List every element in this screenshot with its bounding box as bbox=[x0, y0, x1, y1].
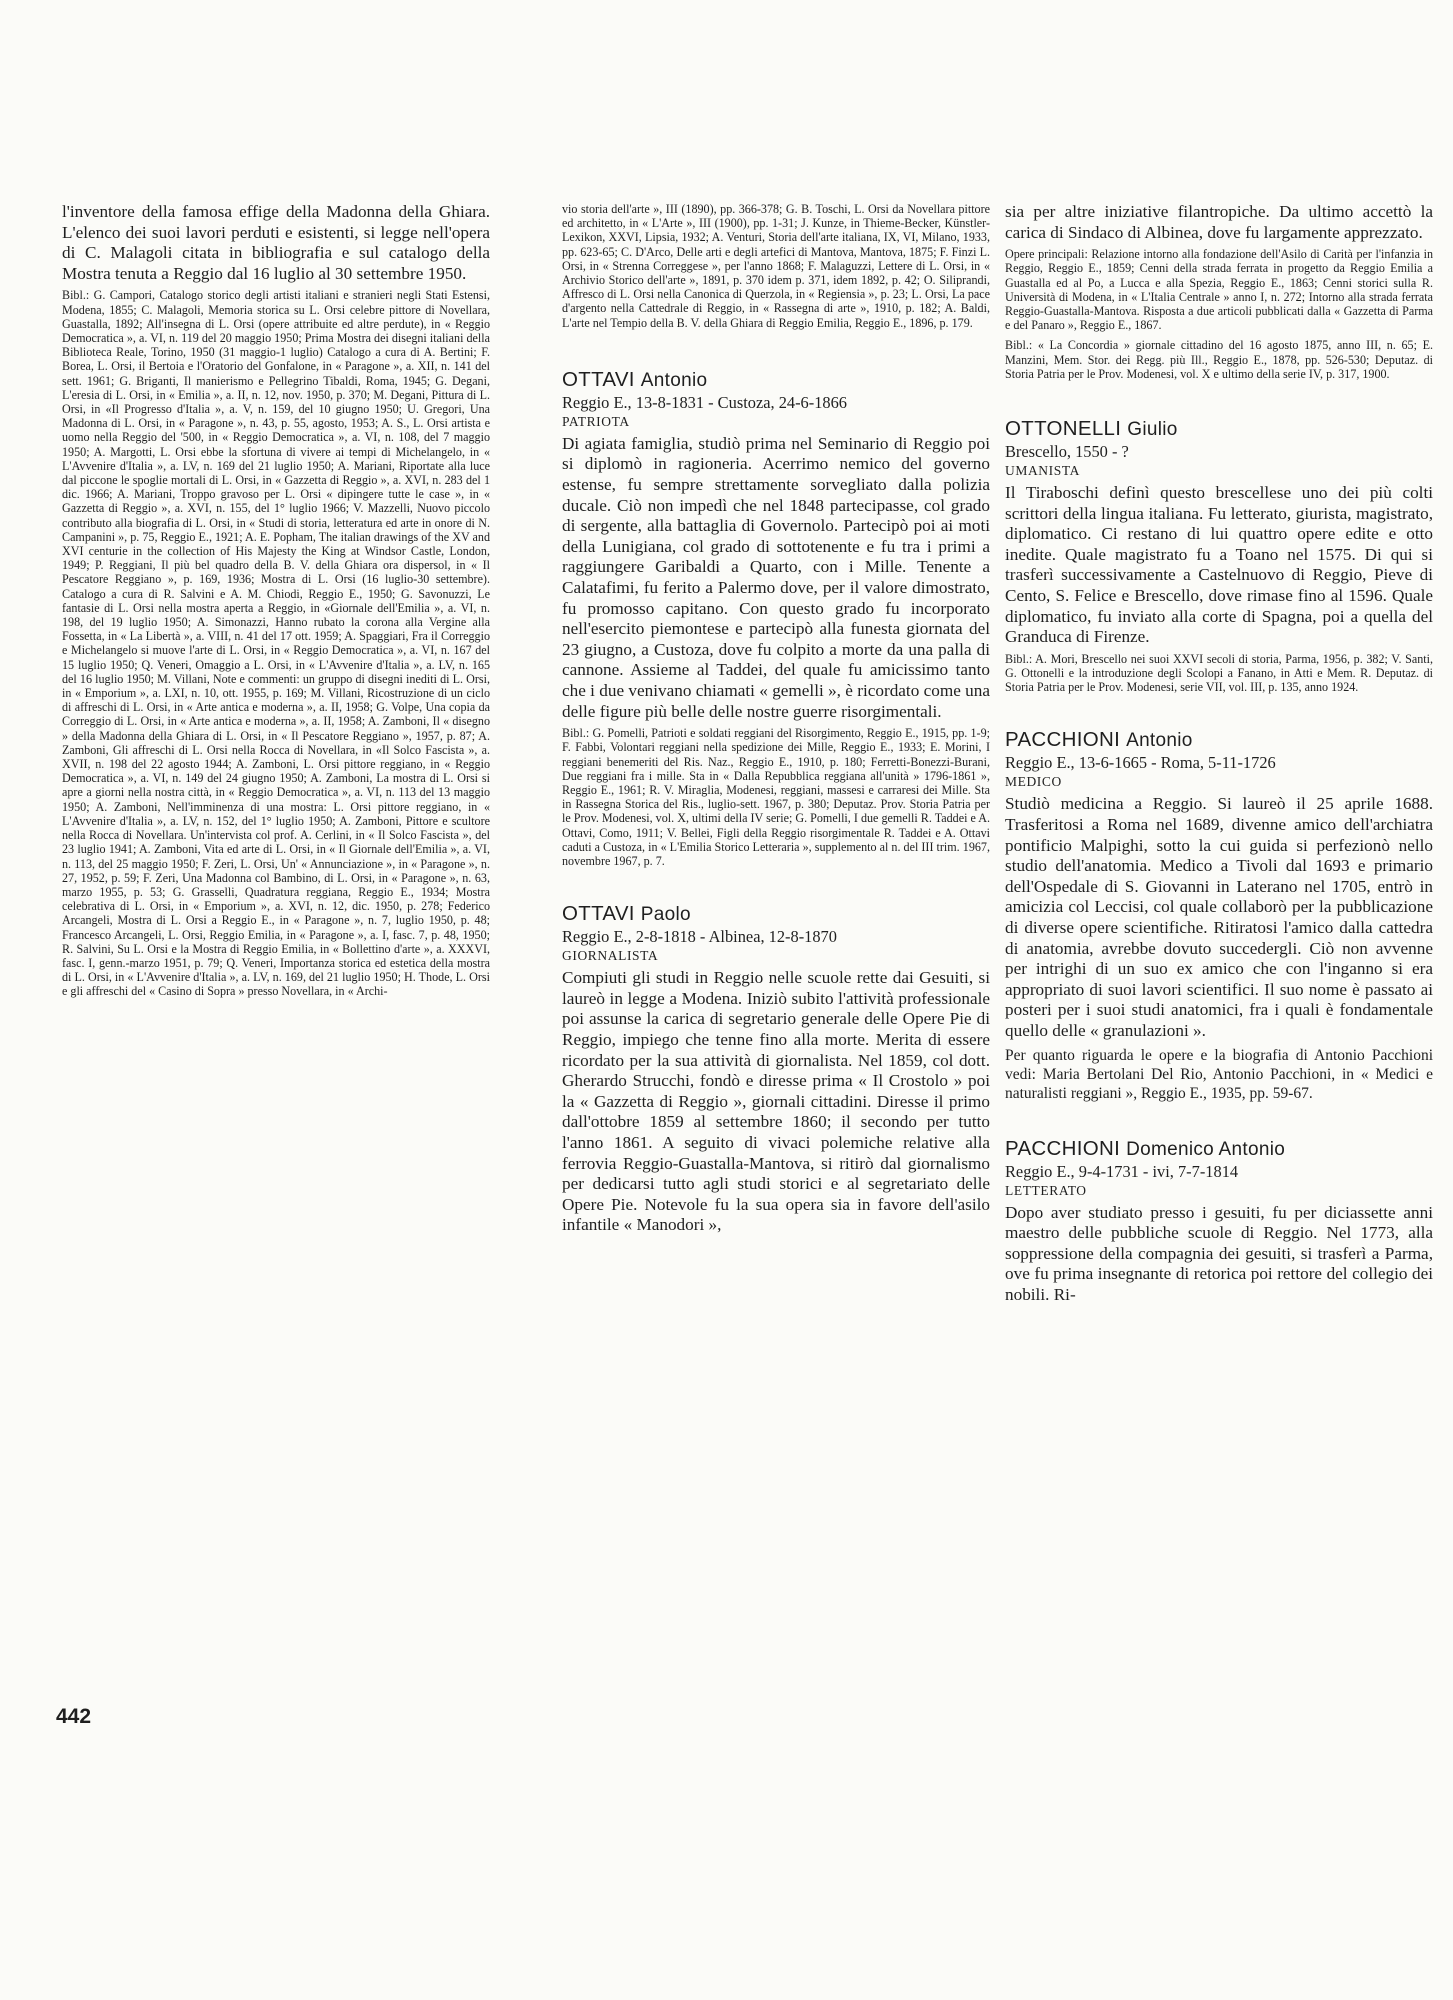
entry-role: MEDICO bbox=[1005, 774, 1062, 790]
column-1 bbox=[62, 202, 490, 1005]
entry-ottonelli-giulio bbox=[1005, 417, 1433, 694]
entry-given-name: Antonio bbox=[640, 369, 708, 391]
entry-surname: OTTAVI bbox=[562, 367, 635, 391]
entry-role: GIORNALISTA bbox=[562, 948, 659, 964]
entry-dates: Brescello, 1550 - ? bbox=[1005, 442, 1129, 462]
entry-dates: Reggio E., 9-4-1731 - ivi, 7-7-1814 bbox=[1005, 1161, 1239, 1181]
entry-dates: Reggio E., 13-6-1665 - Roma, 5-11-1726 bbox=[1005, 753, 1276, 773]
entry-ottavi-paolo bbox=[562, 902, 990, 1236]
entry-surname: PACCHIONI bbox=[1005, 1136, 1121, 1160]
ottavi-paolo-continuation: sia per altre iniziative filantropiche. Da ultimo accettò la carica di Sindaco di Albinea, dove fu largamente apprezzato. bbox=[1005, 202, 1433, 242]
entry-surname: OTTONELLI bbox=[1005, 417, 1122, 441]
entry-text: Compiuti gli studi in Reggio nelle scuole rette dai Gesuiti, si laureò in legge a Modena. Iniziò subito l'attività professionale poi assunse la carica di segretario generale delle Opere Pie di Reggio, impiego che tenne fino alla morte. Merita di essere ricordato per la sua attività di giornalista. Nel 1859, col dott. Gherardo Strucchi, fondò e diresse prima « Il Crostolo » poi la « Gazzetta di Reggio », giornali cittadini. Diresse il primo dall'ottobre 1859 al settembre 1860; il secondo per tutto l'anno 1861. A seguito di vivaci polemiche relative alla ferrovia Reggio-Guastalla-Mantova, si ritirò dal giornalismo per dedicarsi tutto agli studi storici e al segretariato delle Opere Pie. Notevole fu la sua opera sia in favore dell'asilo infantile « Manodori », bbox=[562, 968, 990, 1235]
entry-role: LETTERATO bbox=[1005, 1182, 1087, 1198]
entry-given-name: Domenico Antonio bbox=[1126, 1138, 1286, 1160]
ottavi-paolo-works: Opere principali: Relazione intorno alla fondazione dell'Asilo di Carità per l'infanzia in Reggio, Reggio E., 1859; Cenni della strada ferrata in progetto da Reggio Emilia a Guastalla ed al Po, a Lucca e alla Spezia, Reggio E., 1863; Cenni storici sulla R. Università di Modena, in « L'Italia Centrale » anno I, n. 272; Intorno alla strada ferrata Reggio-Guastalla-Mantova. Risposta a due articoli pubblicati dalla « Gazzetta di Parma e del Panaro », Reggio E., 1867. bbox=[1005, 247, 1433, 333]
entry-dates: Reggio E., 13-8-1831 - Custoza, 24-6-1866 bbox=[562, 392, 847, 412]
orsi-bibliography-continuation: vio storia dell'arte », III (1890), pp. 366-378; G. B. Toschi, L. Orsi da Novellara pittore ed architetto, in « L'Arte », III (1900), pp. 1-31; J. Kunze, in Thieme-Becker, Künstler-Lexikon, XXVI, Lipsia, 1932; A. Venturi, Storia dell'arte italiana, IX, VI, Milano, 1933, pp. 623-65; C. D'Arco, Delle arti e degli artefici di Mantova, Mantova, 1875; F. Finzi L. Orsi, in « Strenna Correggese », per l'anno 1868; F. Malaguzzi, Lettere di L. Orsi, in « Archivio Storico dell'arte », 1891, p. 370 idem p. 371, idem 1892, p. 42; O. Siliprandi, Affresco di L. Orsi nella Canonica di Querzola, in « Regiensia », p. 23; L. Orsi, La pace d'argento nella Cattedrale di Reggio, in « Rassegna di arte », 1910, p. 182; A. Baldi, L'arte nel Tempio della B. V. della Ghiara di Reggio Emilia, Reggio E., 1896, p. 179. bbox=[562, 202, 990, 330]
entry-text: Studiò medicina a Reggio. Si laureò il 25 aprile 1688. Trasferitosi a Roma nel 1689, divenne amico dell'archiatra pontificio Malpighi, sotto la cui guida si perfezionò nello studio dell'anatomia. Medico a Tivoli dal 1693 e primario dell'Ospedale di S. Giovanni in Laterano nel 1705, entrò in amicizia col Leccisi, col quale collaborò per la pubblicazione di diverse opere scientifiche. Ritiratosi l'amico dalla cattedra di anatomia, avrebbe dovuto succedergli. Ciò non avvenne per intrighi di un suo ex amico che con l'inganno si era appropriato di suoi lavori scientifici. Il suo nome è passato ai posteri per i suoi studi anatomici, fra i quali è fondamentale quello delle « granulazioni ». bbox=[1005, 794, 1433, 1040]
entry-bibliography: Bibl.: G. Pomelli, Patrioti e soldati reggiani del Risorgimento, Reggio E., 1915, pp. 1-9; F. Fabbi, Volontari reggiani nella spedizione dei Mille, Reggio E., 1933; E. Morini, I reggiani benemeriti del Ris. Naz., Reggio E., 1910, p. 180; Ferretti-Bonezzi-Burani, Due reggiani fra i mille. Sta in « Dalla Repubblica reggiana all'unità » 1796-1861 », Reggio E., 1961; R. V. Miraglia, Modenesi, reggiani, massesi e carraresi dei Mille. Sta in Rassegna Storica del Ris., luglio-sett. 1967, p. 380; Deputaz. Prov. Storia Patria per le Prov. Modenesi, vol. X, ultimi della IV serie; G. Pomelli, I due gemelli R. Taddei e A. Ottavi, Como, 1911; V. Bellei, Figli della Reggio risorgimentale R. Taddei e A. Ottavi caduti a Custoza, in « L'Emilia Storico Letteraria », supplemento al n. del III trim. 1967, novembre 1967, p. 7. bbox=[562, 726, 990, 868]
entry-role: UMANISTA bbox=[1005, 463, 1080, 479]
entry-given-name: Antonio bbox=[1126, 730, 1193, 752]
entry-pacchioni-domenico-antonio bbox=[1005, 1137, 1433, 1306]
ottavi-paolo-bibliography: Bibl.: « La Concordia » giornale cittadino del 16 agosto 1875, anno III, n. 65; E. Manzini, Mem. Stor. dei Regg. più Ill., Reggio E., 1878, pp. 526-530; Deputaz. di Storia Patria per le Prov. Modenesi, vol. X e ultimo della serie IV, p. 317, 1900. bbox=[1005, 338, 1433, 381]
orsi-bibliography: Bibl.: G. Campori, Catalogo storico degli artisti italiani e stranieri negli Stati Estensi, Modena, 1855; C. Malagoli, Memoria storica su L. Orsi celebre pittore di Novellara, Guastalla, 1892; All'insegna di L. Orsi (opere attribuite ed altre perdute), in « Reggio Democratica », a. VI, n. 119 del 20 maggio 1950; Prima Mostra dei disegni italiani della Biblioteca Reale, Torino, 1950 (31 maggio-1 luglio) Catalogo a cura di A. Bertini; F. Borea, L. Orsi, il Bertoia e l'Oratorio del Gonfalone, in « Paragone », a. XII, n. 141 del sett. 1961; G. Briganti, Il manierismo e Pellegrino Tibaldi, Roma, 1945; G. Degani, L'eresia di L. Orsi, in « Emilia », a. II, n. 12, nov. 1950, p. 370; M. Degani, Pittura di L. Orsi, in «Il Progresso d'Italia », a. V, n. 159, del 10 giugno 1950; U. Gregori, Una Madonna di L. Orsi, in « Paragone », n. 43, p. 55, agosto, 1953; A. S., L. Orsi artista e uomo nella Reggio del '500, in « Reggio Democratica », a. VI, n. 108, del 7 maggio 1950; A. Margotti, L. Orsi ebbe la sfortuna di vivere ai tempi di Michelangelo, in « L'Avvenire d'Italia », a. LV, n. 169 del 21 luglio 1950; A. Mariani, Riportate alla luce dal piccone le spoglie mortali di L. Orsi, in « Gazzetta di Reggio », a. XVI, n. 283 del 1 dic. 1966; A. Mariani, Troppo gravoso per L. Orsi « dipingere tutte le case », in « Gazzetta di Reggio », a. XVI, n. 155, del 1° luglio 1966; V. Mazzelli, Nuovo piccolo contributo alla biografia di L. Orsi, in « Studi di storia, letteratura ed arte in onore di N. Campanini », p. 75, Reggio E., 1921; A. E. Popham, The italian drawings of the XV and XVI centurie in the collection of His Majesty the King at Windsor Castle, London, 1949; P. Reggiani, Il più bel quadro della B. V. della Ghiara ora dispersol, in « Il Pescatore Reggiano », p. 169, 1936; Mostra di L. Orsi (16 luglio-30 settembre). Catalogo a cura di R. Salvini e A. M. Chiodi, Reggio E., 1950; G. Savonuzzi, Le fantasie di L. Orsi nella mostra aperta a Reggio, in «Giornale dell'Emilia », a. VI, n. 198, del 19 luglio 1950; A. Simonazzi, Hanno rubato la corona alla Vergine alla Fossetta, in « La Libertà », a. VIII, n. 41 del 17 ott. 1959; A. Spaggiari, Fra il Correggio e Michelangelo si muove l'arte di L. Orsi, in « Reggio Democratica », a. VI, n. 167 del 15 luglio 1950; Q. Veneri, Omaggio a L. Orsi, in « L'Avvenire d'Italia », a. LV, n. 165 del 16 luglio 1950; M. Villani, Note e commenti: un gruppo di disegni inediti di L. Orsi, in « Emporium », a. LXI, n. 10, ott. 1955, p. 169; M. Villani, Ricostruzione di un ciclo di affreschi di L. Orsi, in « Arte antica e moderna », a. II, 1958; G. Volpe, Una copia da Correggio di L. Orsi, in « Arte antica e moderna », a. II, 1958; A. Zamboni, Il « disegno » della Madonna della Ghiara di L. Orsi, in « Il Pescatore Reggiano », 1957, p. 87; A. Zamboni, Gli affreschi di L. Orsi nella Rocca di Novellara, in «Il Solco Fascista », a. XVII, n. 198 del 22 agosto 1944; A. Zamboni, L. Orsi pittore reggiano, in « Reggio Democratica », a. VI, n. 149 del 24 giugno 1950; A. Zamboni, La mostra di L. Orsi si apre a giorni nella nostra città, in « Reggio Democratica », a. VI, n. 113 del 13 maggio 1950; A. Zamboni, Nell'imminenza di una mostra: L. Orsi pittore reggiano, in « L'Avvenire d'Italia », a. LV, n. 152, del 1° luglio 1950; A. Zamboni, Pittore e scultore nella Rocca di Novellara. Un'intervista col prof. A. Cerlini, in « Il Solco Fascista », del 23 luglio 1941; A. Zamboni, Vita ed arte di L. Orsi, in « Il Giornale dell'Emilia », a. VI, n. 113, del 25 maggio 1950; F. Zeri, L. Orsi, Un' « Annunciazione », in « Paragone », n. 27, 1952, p. 59; F. Zeri, Una Madonna col Bambino, di L. Orsi, in « Paragone », n. 63, marzo 1955, p. 53; G. Grasselli, Quadratura reggiana, Reggio E., 1934; Mostra celebrativa di L. Orsi, in « Emporium », a. XVI, n. 12, dic. 1950, p. 278; Federico Arcangeli, Mostra di L. Orsi a Reggio E., in « Paragone », n. 7, luglio 1950, p. 48; Francesco Arcangeli, L. Orsi, Reggio Emilia, in « Paragone », a. I, fasc. 7, p. 48, 1950; R. Salvini, Su L. Orsi e la Mostra di Reggio Emilia, in « Bollettino d'arte », a. XXXVI, fasc. I, genn.-marzo 1951, p. 79; Q. Veneri, Importanza storica ed estetica della mostra di L. Orsi, in « L'Avvenire d'Italia », a. LV, n. 169, del 21 luglio 1950; H. Thode, L. Orsi e gli affreschi del « Casino di Sopra » presso Novellara, in « Archi- bbox=[62, 288, 490, 999]
entry-text: Il Tiraboschi definì questo brescellese uno dei più colti scrittori della lingua italiana. Fu letterato, giurista, magistrato, diplomatico. Ci restano di lui quattro opere edite e otto inedite. Quale magistrato fu a Toano nel 1575. Di qui si trasferì successivamente a Castelnuovo di Reggio, Pieve di Cento, S. Felice e Brescello, dove rimase fino al 1596. Quale diplomatico, fu inviato alla corte di Spagna, poi a quella del Granduca di Firenze. bbox=[1005, 483, 1433, 647]
entry-given-name: Giulio bbox=[1127, 419, 1178, 441]
entry-surname: OTTAVI bbox=[562, 902, 635, 926]
page-number: 442 bbox=[56, 1705, 92, 1728]
entry-text-references: Per quanto riguarda le opere e la biografia di Antonio Pacchioni vedi: Maria Bertolani Del Rio, Antonio Pacchioni, in « Medici e naturalisti reggiani », Reggio E., 1935, pp. 59-67. bbox=[1005, 1046, 1433, 1102]
entry-surname: PACCHIONI bbox=[1005, 728, 1121, 752]
entry-name bbox=[1005, 728, 1433, 753]
entry-name bbox=[562, 902, 990, 927]
column-3 bbox=[1005, 202, 1433, 1309]
entry-role: PATRIOTA bbox=[562, 413, 630, 429]
entry-name bbox=[1005, 417, 1433, 442]
entry-name bbox=[562, 368, 990, 393]
entry-given-name: Paolo bbox=[640, 904, 691, 926]
entry-ottavi-antonio bbox=[562, 368, 990, 868]
entry-text: Dopo aver studiato presso i gesuiti, fu per diciassette anni maestro delle pubbliche scuole di Reggio. Nel 1773, alla soppressione della compagnia dei gesuiti, si trasferì a Parma, ove fu prima insegnante di retorica poi rettore del collegio dei nobili. Ri- bbox=[1005, 1202, 1433, 1304]
column-2 bbox=[562, 202, 990, 1240]
entry-pacchioni-antonio bbox=[1005, 728, 1433, 1102]
entry-name bbox=[1005, 1137, 1433, 1162]
orsi-entry-continuation: l'inventore della famosa effige della Madonna della Ghiara. L'elenco dei suoi lavori perduti e esistenti, si legge nell'opera di C. Malagoli citata in bibliografia e sul catalogo della Mostra tenuta a Reggio dal 16 luglio al 30 settembre 1950. bbox=[62, 202, 490, 283]
entry-bibliography: Bibl.: A. Mori, Brescello nei suoi XXVI secoli di storia, Parma, 1956, p. 382; V. Santi, G. Ottonelli e la introduzione degli Scolopi a Fanano, in Atti e Mem. R. Deputaz. di Storia Patria per le Prov. Modenesi, serie VII, vol. III, p. 135, anno 1924. bbox=[1005, 651, 1433, 695]
entry-text: Di agiata famiglia, studiò prima nel Seminario di Reggio poi si diplomò in ragioneria. Acerrimo nemico del governo estense, fu sempre strettamente sorvegliato dalla polizia ducale. Ciò non impedì che nel 1848 partecipasse, col grado di sergente, alla battaglia di Governolo. Partecipò poi ai moti della Lunigiana, col grado di sottotenente e fu tra i primi a raggiungere Garibaldi a Quarto, con i Mille. Tenente a Calatafimi, fu ferito a Palermo dove, per il valore dimostrato, fu promosso capitano. Con questo grado fu incorporato nell'esercito piemontese e partecipò alla funesta giornata del 23 giugno, a Custoza, dove fu colpito a morte da una palla di cannone. Assieme al Taddei, del quale fu amicissimo tanto che i due venivano chiamati « gemelli », è ricordato come una delle figure più belle delle nostre guerre risorgimentali. bbox=[562, 433, 990, 721]
entry-dates: Reggio E., 2-8-1818 - Albinea, 12-8-1870 bbox=[562, 927, 837, 947]
